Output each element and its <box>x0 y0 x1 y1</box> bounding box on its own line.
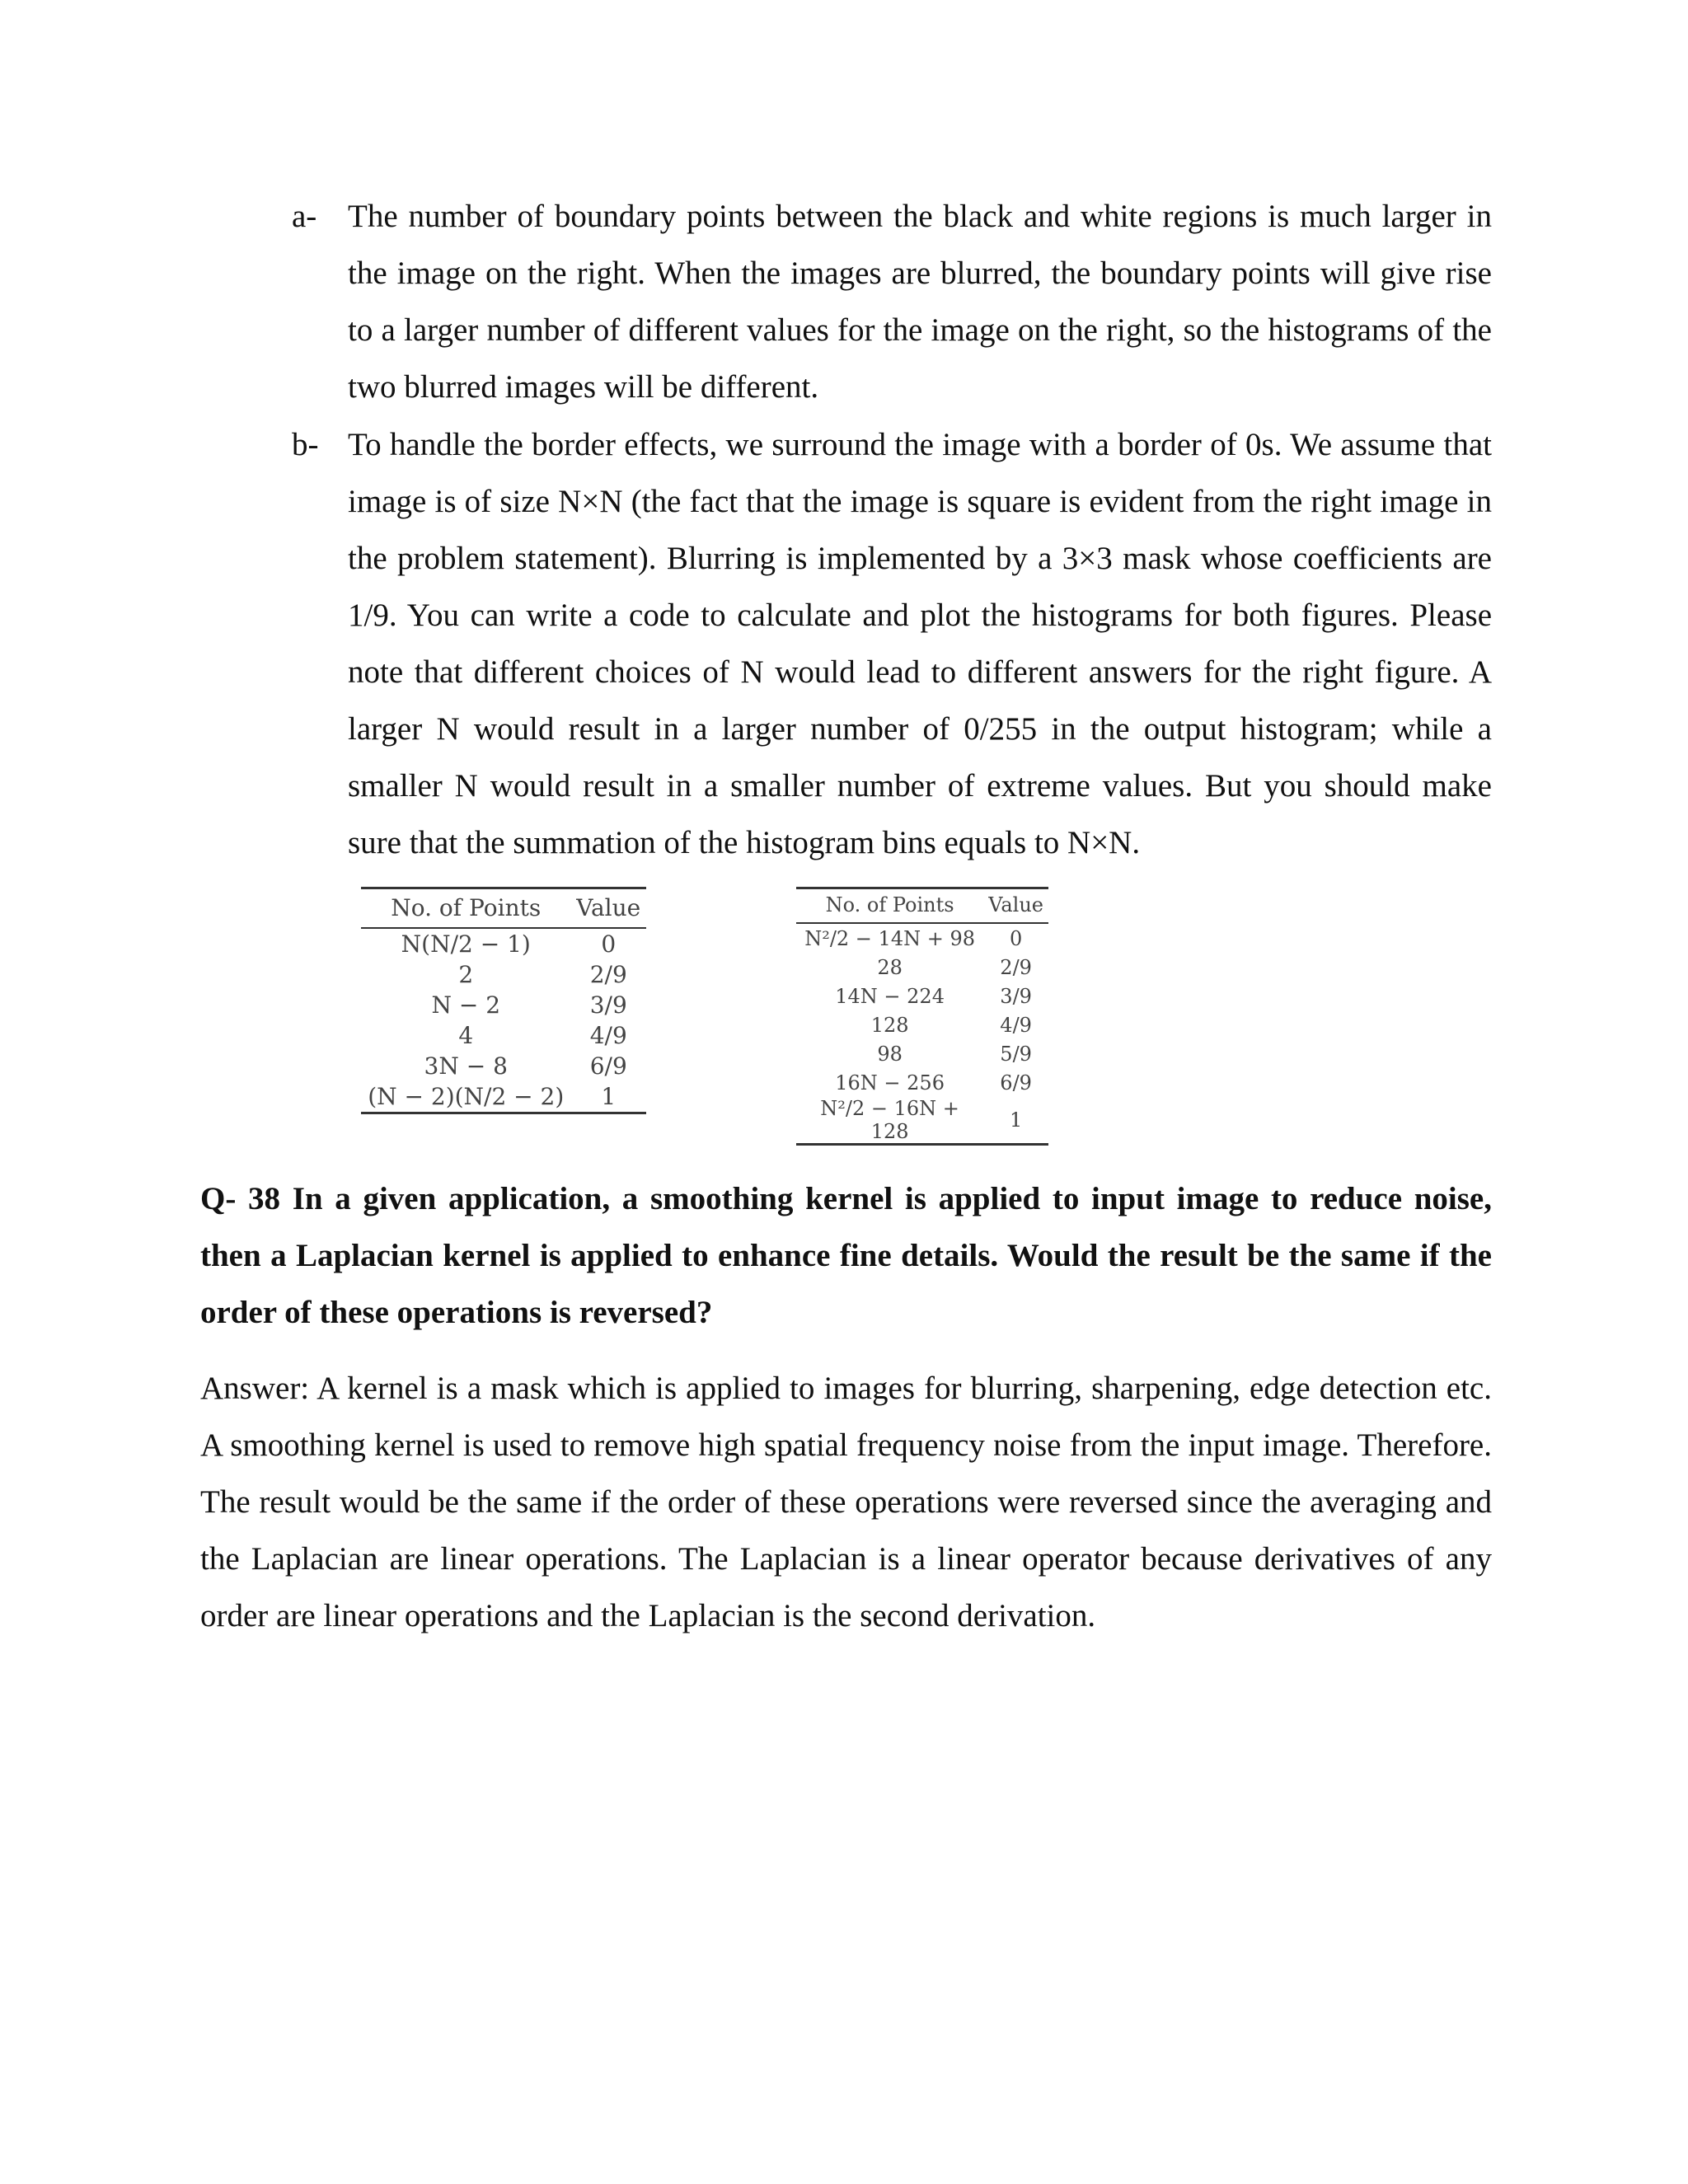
question-heading: Q- 38 In a given application, a smoothing kernel is applied to input image to reduce noise, then a Laplacian kernel is applied to enhance fine details. Would the result be the same if the order of these operations is reversed? <box>200 1181 1492 1330</box>
table-row <box>361 959 646 990</box>
item-a-text: The number of boundary points between the black and white regions is much larger in the image on the right. When the images are blurred, the boundary points will give rise to a larger number of different values for the image on the right, so the histograms of the two blurred images will be different. <box>348 199 1492 405</box>
table-cell: N²/2 − 16N + 128 <box>796 1097 983 1145</box>
table-cell: 5/9 <box>1000 1042 1032 1066</box>
table-row <box>796 923 1048 953</box>
table-row <box>796 1097 1048 1145</box>
item-b-text: To handle the border effects, we surround the image with a border of 0s. We assume that image is of size N×N (the fact that the image is square is evident from the right image in the problem statement). Blurring is implemented by a 3×3 mask whose coefficients are 1/9. You can write a code to calculate and plot the histograms for both figures. Please note that different choices of N would lead to different answers for the right figure. A larger N would result in a larger number of 0/255 in the output histogram; while a smaller N would result in a smaller number of extreme values. But you should make sure that the summation of the histogram bins equals to N×N. <box>348 427 1492 860</box>
table-cell: 2/9 <box>1000 955 1032 979</box>
table-right-header-points: No. of Points <box>796 888 983 924</box>
answer-item-b <box>292 416 1492 871</box>
table-cell: 14N − 224 <box>835 984 945 1008</box>
table-cell: 1 <box>571 1081 647 1113</box>
histogram-table-left <box>361 887 646 1114</box>
table-cell: N − 2 <box>431 991 501 1019</box>
table-cell: 0 <box>601 930 617 958</box>
table-cell: 4/9 <box>1000 1013 1032 1037</box>
table-cell: 128 <box>870 1013 909 1037</box>
table-row <box>796 1068 1048 1097</box>
histogram-table-right <box>796 887 1048 1146</box>
table-cell: 2 <box>458 961 474 988</box>
table-row <box>361 1051 646 1081</box>
table-cell: 3N − 8 <box>424 1052 508 1080</box>
table-cell: 16N − 256 <box>835 1071 945 1094</box>
table-cell: 6/9 <box>589 1052 627 1080</box>
table-cell: (N − 2)(N/2 − 2) <box>361 1081 571 1113</box>
table-cell: N²/2 − 14N + 98 <box>804 926 975 950</box>
table-row <box>361 928 646 959</box>
table-cell: 2/9 <box>589 961 627 988</box>
table-cell: 0 <box>1009 926 1023 950</box>
item-a-marker: a- <box>292 199 317 234</box>
table-cell: 98 <box>877 1042 903 1066</box>
answer-item-a <box>292 188 1492 415</box>
table-left-header-value: Value <box>571 888 647 929</box>
table-cell: 3/9 <box>1000 984 1032 1008</box>
table-row <box>796 1039 1048 1068</box>
table-row <box>796 1010 1048 1039</box>
table-row <box>796 982 1048 1010</box>
table-cell: 28 <box>877 955 903 979</box>
table-row <box>361 1020 646 1051</box>
table-cell: 4 <box>458 1022 474 1049</box>
table-cell: N(N/2 − 1) <box>401 930 531 958</box>
table-right-header-value: Value <box>983 888 1048 924</box>
item-b-marker: b- <box>292 427 319 462</box>
table-row <box>796 953 1048 982</box>
answer-paragraph: Answer: A kernel is a mask which is applied to images for blurring, sharpening, edge detection etc. A smoothing kernel is used to remove high spatial frequency noise from the input image. Therefore. The result would be the same if the order of these operations were reversed since the averaging and the Laplacian are linear operations. The Laplacian is a linear operator because derivatives of any order are linear operations and the Laplacian is the second derivation. <box>200 1371 1492 1633</box>
table-cell: 3/9 <box>589 991 627 1019</box>
table-cell: 6/9 <box>1000 1071 1032 1094</box>
table-cell: 1 <box>983 1097 1048 1145</box>
table-cell: 4/9 <box>589 1022 627 1049</box>
table-row <box>361 1081 646 1113</box>
table-row <box>361 990 646 1020</box>
table-left-header-points: No. of Points <box>361 888 571 929</box>
